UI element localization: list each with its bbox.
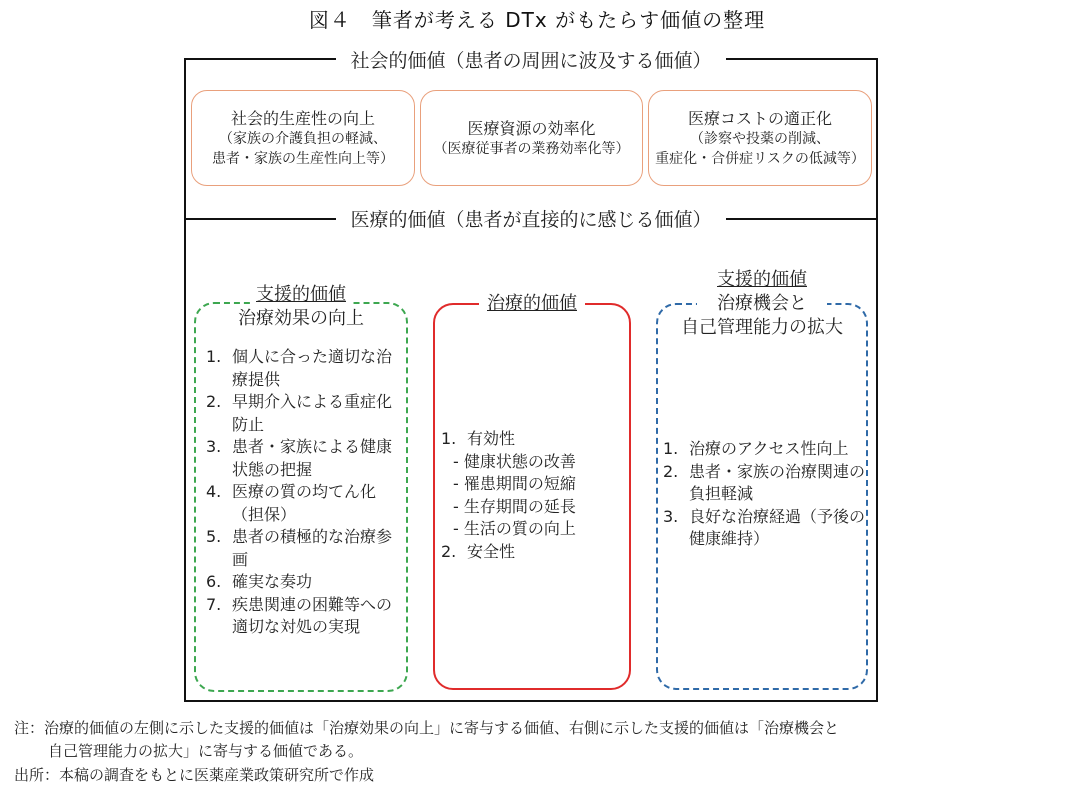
note-line-1: 注：治療的価値の左側に示した支援的価値は「治療効果の向上」に寄与する価値、右側に示した支援的価値は「治療機会と — [14, 719, 840, 737]
list-item: - 罹患期間の短縮 — [453, 474, 576, 493]
social-box-cost-optimization: 医療コストの適正化 （診察や投薬の削減、 重症化・合併症リスクの低減等） — [648, 90, 872, 186]
social-box-productivity: 社会的生産性の向上 （家族の介護負担の軽減、 患者・家族の生産性向上等） — [191, 90, 415, 186]
figure-title: 図４ 筆者が考える DTx がもたらす価値の整理 — [308, 8, 766, 32]
list-item: 7. 疾患関連の困難等への適切な対処の実現 — [206, 594, 393, 636]
therapeutic-value-heading: 治療的価値 — [433, 292, 631, 316]
medical-value-heading: 医療的価値（患者が直接的に感じる価値） — [184, 205, 878, 232]
list-item: 3. 患者・家族による健康状態の把握 — [206, 437, 393, 479]
list-item: 5. 患者の積極的な治療参画 — [206, 527, 393, 569]
social-value-heading: 社会的価値（患者の周囲に波及する価値） — [184, 46, 878, 73]
list-item: - 健康状態の改善 — [453, 451, 576, 471]
social-box-resource-efficiency: 医療資源の効率化 （医療従事者の業務効率化等） — [420, 90, 643, 186]
list-item: 2. 患者・家族の治療関連の負担軽減 — [663, 461, 866, 503]
supportive-left-list — [206, 346, 402, 639]
supportive-right-list — [663, 438, 865, 551]
list-item: 4. 医療の質の均てん化（担保） — [206, 482, 377, 524]
list-item: 1. 治療のアクセス性向上 — [663, 439, 849, 458]
list-item: - 生活の質の向上 — [453, 519, 576, 538]
list-item: 2. 早期介入による重症化防止 — [206, 392, 393, 434]
list-item: 1. 個人に合った適切な治療提供 — [206, 347, 393, 389]
list-item: 1. 有効性 — [441, 429, 516, 448]
list-item: 6. 確実な奏功 — [206, 572, 313, 591]
list-item: 3. 良好な治療経過（予後の健康維持） — [663, 506, 866, 548]
source-line: 出所：本稿の調査をもとに医薬産業政策研究所で作成 — [14, 766, 375, 784]
list-item: 2. 安全性 — [441, 541, 516, 561]
supportive-right-heading: 支援的価値 治療機会と 自己管理能力の拡大 — [650, 268, 874, 340]
supportive-left-heading: 支援的価値 治療効果の向上 — [194, 283, 408, 331]
note-line-2: 自己管理能力の拡大」に寄与する価値である。 — [48, 742, 364, 760]
list-item: - 生存期間の延長 — [453, 496, 576, 516]
therapeutic-value-list — [441, 428, 627, 563]
